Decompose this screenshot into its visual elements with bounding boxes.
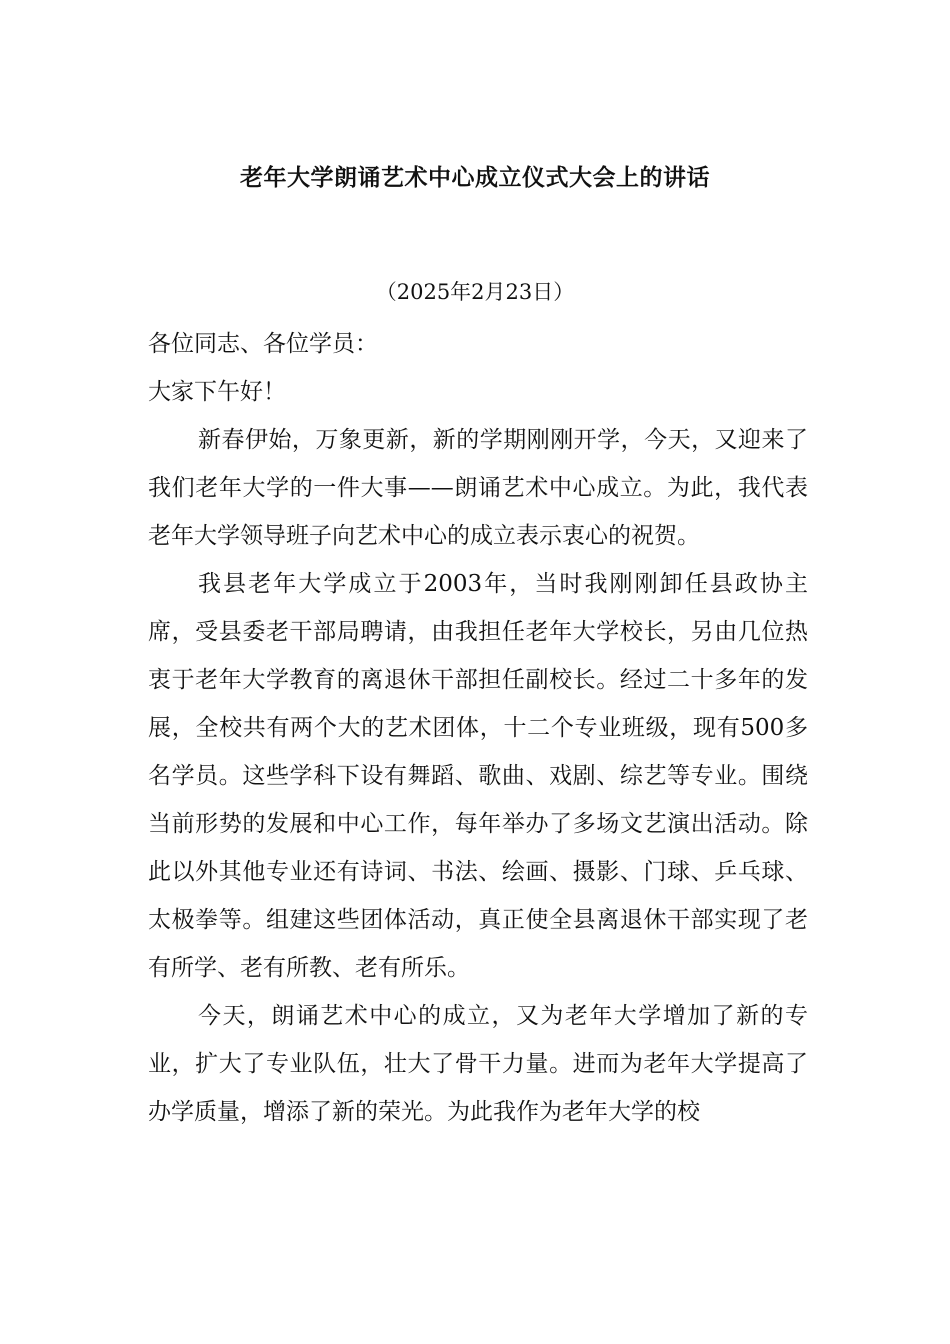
greeting: 大家下午好！ [148, 379, 286, 405]
paragraph-3: 今天，朗诵艺术中心的成立，又为老年大学增加了新的专业，扩大了专业队伍，壮大了骨干力量。进而为老年大学提高了办学质量，增添了新的荣光。为此我作为老年大学的校 [148, 1003, 808, 1125]
paragraph-1: 新春伊始，万象更新，新的学期刚刚开学，今天，又迎来了我们老年大学的一件大事——朗诵艺术中心成立。为此，我代表老年大学领导班子向艺术中心的成立表示衷心的祝贺。 [148, 427, 808, 549]
salutation: 各位同志、各位学员： [148, 331, 378, 357]
date-text: （2025年2月23日） [375, 280, 575, 304]
document-body [148, 320, 808, 1136]
document-title: 老年大学朗诵艺术中心成立仪式大会上的讲话 [240, 164, 710, 191]
paragraph-2: 我县老年大学成立于2003年，当时我刚刚卸任县政协主席，受县委老干部局聘请，由我担任老年大学校长，另由几位热衷于老年大学教育的离退休干部担任副校长。经过二十多年的发展，全校共有两个大的艺术团体，十二个专业班级，现有500多名学员。这些学科下设有舞蹈、歌曲、戏剧、综艺等专业。围绕当前形势的发展和中心工作，每年举办了多场文艺演出活动。除此以外其他专业还有诗词、书法、绘画、摄影、门球、乒乓球、太极拳等。组建这些团体活动，真正使全县离退休干部实现了老有所学、老有所教、老有所乐。 [148, 571, 808, 981]
document-date [0, 272, 950, 312]
